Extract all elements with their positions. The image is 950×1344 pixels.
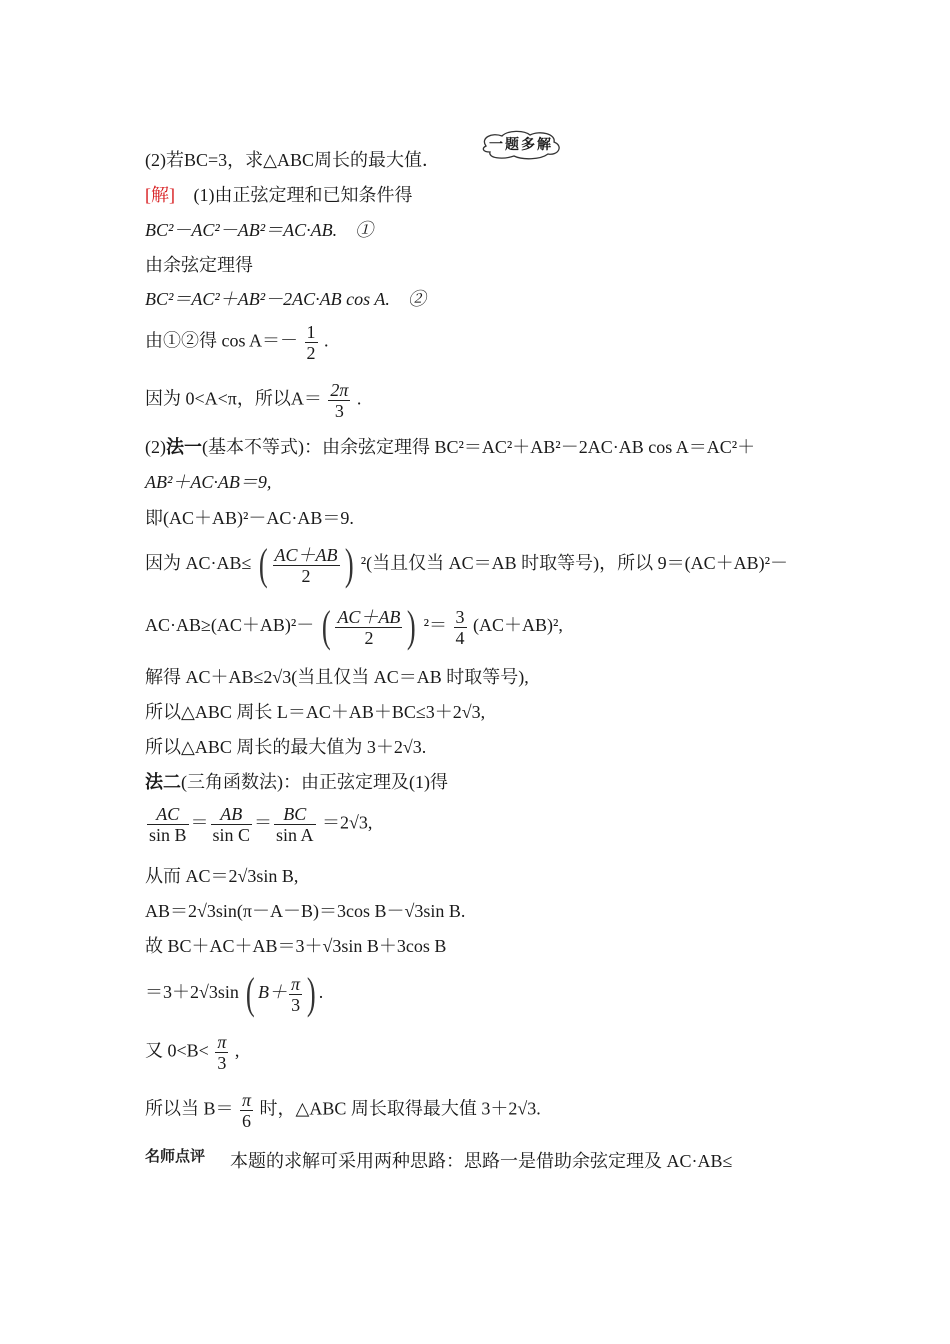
numerator: π bbox=[291, 973, 301, 994]
fraction-bc-sina bbox=[274, 804, 316, 845]
conclusion-tail: 时，△ABC 周长取得最大值 3＋2√3. bbox=[259, 1098, 541, 1119]
teacher-comment-tag: 名师点评 bbox=[145, 1147, 206, 1165]
badge-text: 一题多解 bbox=[489, 137, 553, 153]
denominator: 6 bbox=[242, 1111, 252, 1131]
conclusion-text: 所以当 B＝ bbox=[145, 1098, 234, 1119]
inequality-chain bbox=[145, 602, 563, 651]
inequality-line bbox=[145, 540, 788, 589]
period: . bbox=[324, 330, 329, 351]
method-two-label: 法二 bbox=[145, 772, 181, 792]
ab-expression: AB＝2√3sin(π－A－B)＝3cos B－√3sin B. bbox=[145, 901, 466, 921]
solution-intro: (1)由正弦定理和已知条件得 bbox=[193, 185, 413, 205]
numerator: π bbox=[242, 1090, 252, 1110]
fraction-pi-sixths bbox=[240, 1090, 253, 1131]
numerator: 1 bbox=[306, 322, 316, 342]
denominator: 3 bbox=[291, 994, 301, 1015]
period: . bbox=[356, 388, 362, 409]
part-label: (2) bbox=[145, 437, 166, 457]
fraction-ac-sinb bbox=[147, 804, 189, 845]
conclusion bbox=[145, 1090, 541, 1131]
period: . bbox=[318, 982, 324, 1003]
left-paren: ( bbox=[321, 602, 331, 651]
numerator: 2π bbox=[330, 380, 349, 400]
method-one-label: 法一 bbox=[166, 437, 202, 457]
method-one-text: (基本不等式)：由余弦定理得 BC²＝AC²＋AB²－2AC·AB cos A＝AC²＋ bbox=[202, 437, 756, 457]
right-paren: ) bbox=[344, 540, 354, 589]
numerator: AB bbox=[211, 804, 253, 825]
fraction-two-pi-thirds bbox=[328, 380, 350, 421]
ac-expression: 从而 AC＝2√3sin B, bbox=[145, 866, 299, 886]
numerator: BC bbox=[274, 804, 316, 825]
denominator: sin B bbox=[149, 825, 187, 845]
inequality-condition: ²(当且仅当 AC＝AB 时取等号)，所以 9＝(AC＋AB)²－ bbox=[360, 553, 788, 574]
b-range bbox=[145, 1032, 239, 1073]
comma: , bbox=[234, 1040, 240, 1061]
denominator: 2 bbox=[301, 565, 311, 586]
numerator: AC bbox=[147, 804, 189, 825]
perimeter-bound: 所以△ABC 周长 L＝AC＋AB＋BC≤3＋2√3, bbox=[145, 702, 486, 722]
equals: ²＝ bbox=[423, 615, 447, 636]
equation-1: BC²－AC²－AB²＝AC·AB. ① bbox=[145, 220, 374, 240]
perimeter-sine-form bbox=[145, 969, 324, 1018]
one-problem-multiple-solutions-badge bbox=[478, 128, 564, 162]
equation-2: BC²＝AC²＋AB²－2AC·AB cos A. ② bbox=[145, 289, 426, 309]
perimeter-expression: 故 BC＋AC＋AB＝3＋√3sin B＋3cos B bbox=[145, 936, 447, 956]
fraction-three-quarters bbox=[454, 607, 467, 648]
right-paren: ) bbox=[407, 602, 417, 651]
denominator: 4 bbox=[455, 627, 465, 648]
sine-form-text: ＝3＋2√3sin bbox=[145, 982, 239, 1003]
cosine-rule-text: 由余弦定理得 bbox=[145, 255, 253, 275]
cos-a-result bbox=[145, 322, 329, 363]
left-paren: ( bbox=[246, 969, 256, 1018]
equation-square: 即(AC＋AB)²－AC·AB＝9. bbox=[145, 508, 354, 528]
denominator: sin A bbox=[276, 825, 314, 845]
method-two-text: (三角函数法)：由正弦定理及(1)得 bbox=[181, 772, 448, 792]
angle-a-result bbox=[145, 380, 361, 421]
solution-heading bbox=[145, 183, 413, 207]
b-plus: B＋ bbox=[258, 982, 288, 1003]
method-one-line bbox=[145, 435, 755, 459]
fraction-ab-sinc bbox=[211, 804, 253, 845]
numerator: π bbox=[217, 1032, 227, 1052]
ratio-value: ＝2√3, bbox=[322, 812, 373, 833]
fraction-ac-ab-half-2 bbox=[335, 607, 402, 648]
denominator: sin C bbox=[212, 825, 251, 845]
fraction-pi-thirds-2 bbox=[215, 1032, 228, 1073]
denominator: 2 bbox=[306, 343, 316, 363]
solve-bound: 解得 AC＋AB≤2√3(当且仅当 AC＝AB 时取等号), bbox=[145, 667, 529, 687]
b-range-text: 又 0<B< bbox=[145, 1040, 209, 1061]
fraction-ac-ab-half bbox=[273, 545, 340, 586]
numerator: 3 bbox=[455, 606, 465, 627]
chain-text: AC·AB≥(AC＋AB)²－ bbox=[145, 615, 315, 636]
teacher-comment-text: 本题的求解可采用两种思路：思路一是借助余弦定理及 AC·AB≤ bbox=[230, 1151, 733, 1171]
inequality-text: 因为 AC·AB≤ bbox=[145, 553, 252, 574]
chain-tail: (AC＋AB)², bbox=[473, 615, 563, 636]
solution-tag: [解] bbox=[145, 185, 175, 205]
method-two-line bbox=[145, 770, 448, 794]
left-paren: ( bbox=[258, 540, 268, 589]
equation-sum-9: AB²＋AC·AB＝9, bbox=[145, 472, 272, 492]
numerator: AC＋AB bbox=[337, 606, 401, 627]
right-paren: ) bbox=[307, 969, 316, 1018]
denominator: 3 bbox=[334, 401, 344, 421]
numerator: AC＋AB bbox=[274, 544, 338, 565]
angle-a-text: 因为 0<A<π，所以A＝ bbox=[145, 388, 322, 409]
perimeter-max: 所以△ABC 周长的最大值为 3＋2√3. bbox=[145, 737, 427, 757]
cos-a-text: 由①②得 cos A＝－ bbox=[145, 330, 298, 351]
sine-rule-ratios: $\frac{AC}{\text{sin B}}$ ＝ $\frac{AB}{\text{sin C}}$ ＝ $\frac{BC}{\text{sin A}}$ ＝2√3, bbox=[149, 804, 373, 845]
fraction-one-half bbox=[305, 322, 318, 363]
denominator: 3 bbox=[217, 1053, 227, 1073]
question-part-2: (2)若BC=3，求△ABC周长的最大值． bbox=[145, 150, 441, 170]
fraction-pi-thirds bbox=[289, 974, 302, 1015]
denominator: 2 bbox=[364, 627, 374, 648]
